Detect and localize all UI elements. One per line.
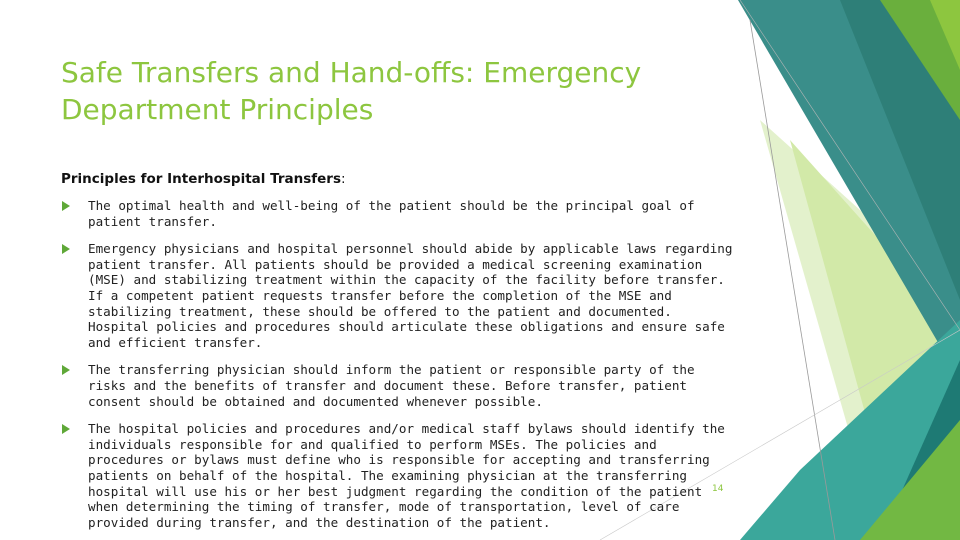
bullet-arrow-icon bbox=[62, 201, 70, 211]
bullet-text: Emergency physicians and hospital personnel should abide by applicable laws regarding patient transfer. All patients should be provided a medical screening examination (MSE) and stabilizing treatment within the capacity of the facility before transfer. If a competent patient requests transfer before the completion of the MSE and stabilizing treatment, these should be offered to the patient and documented. Hospital policies and procedures should articulate these obligations and ensure safe and efficient transfer. bbox=[88, 241, 733, 350]
bullet-item bbox=[62, 241, 738, 350]
bullet-list bbox=[62, 198, 738, 540]
bullet-arrow-icon bbox=[62, 365, 70, 375]
bullet-arrow-icon bbox=[62, 424, 70, 434]
bullet-text: The transferring physician should inform the patient or responsible party of the risks and the benefits of transfer and document these. Before transfer, patient consent should be obtained and documented whenever possible. bbox=[88, 362, 695, 409]
page-number: 14 bbox=[712, 484, 724, 494]
slide-title: Safe Transfers and Hand-offs: Emergency Department Principles bbox=[61, 56, 642, 126]
subheading-bold: Principles for Interhospital Transfers bbox=[61, 171, 341, 187]
bullet-item bbox=[62, 198, 738, 229]
subheading-suffix: : bbox=[340, 171, 346, 187]
bullet-item bbox=[62, 362, 738, 409]
bullet-item bbox=[62, 421, 738, 530]
bullet-text: The optimal health and well-being of the patient should be the principal goal of patient transfer. bbox=[88, 198, 695, 229]
subheading bbox=[61, 171, 346, 187]
bullet-arrow-icon bbox=[62, 244, 70, 254]
bullet-text: The hospital policies and procedures and/or medical staff bylaws should identify the individuals responsible for and qualified to perform MSEs. The policies and procedures or bylaws must define who is responsible for accepting and transferring patients on behalf of the hospital. The examining physician at the transferring hospital will use his or her best judgment regarding the condition of the patient when determining the timing of transfer, mode of transportation, level of care provided during transfer, and the destination of the patient. bbox=[88, 421, 725, 530]
